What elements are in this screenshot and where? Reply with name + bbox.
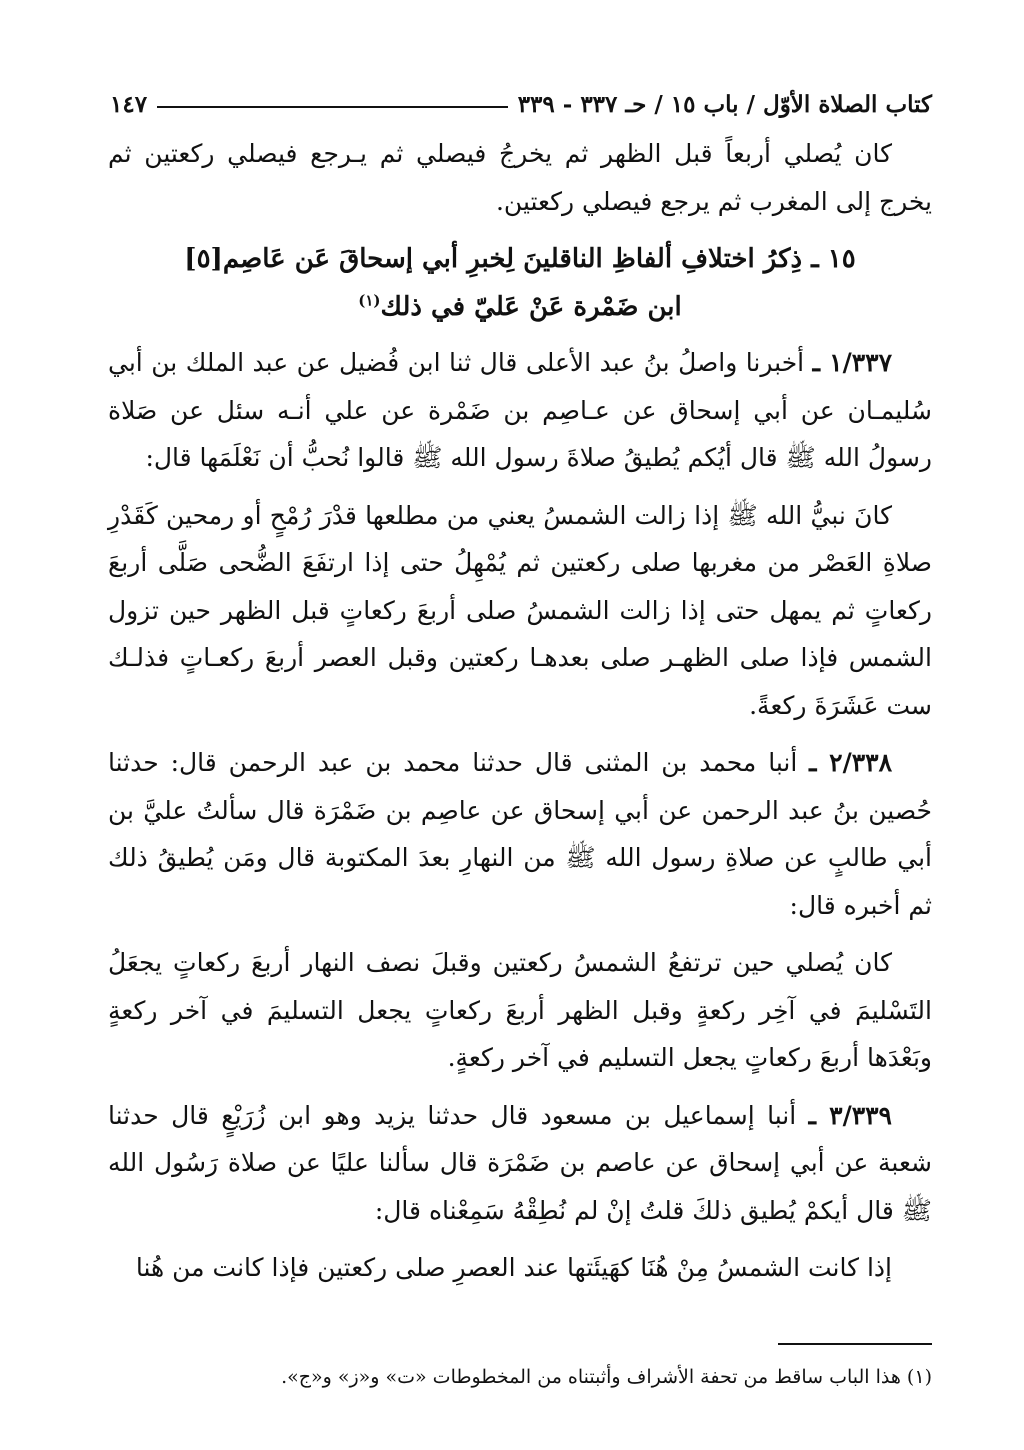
- section-heading-line-2: [108, 283, 932, 331]
- hadith-338-matn: كان يُصلي حين ترتفعُ الشمسُ ركعتين وقبلَ نصف النهار أربعَ ركعاتٍ يجعَلُ التَسْليمَ في آخِر ركعةٍ وقبل الظهر أربعَ ركعاتٍ يجعل التسليمَ في آخر ركعةٍ وبَعْدَها أربعَ ركعاتٍ يجعل التسليم في آخر ركعةٍ.: [108, 948, 932, 1072]
- header-rule: [157, 106, 508, 108]
- hadith-339-isnad: [108, 1092, 932, 1235]
- hadith-338-isnad: [108, 739, 932, 929]
- paragraph-continuation: كان يُصلي أربعاً قبل الظهر ثم يخرجُ فيصلي ثم يـرجع فيصلي ركعتين ثم يخرج إلى المغرب ثم يرجع فيصلي ركعتين.: [108, 139, 932, 216]
- page-body: [108, 130, 932, 1302]
- footnote-divider: [778, 1343, 932, 1345]
- header-title: كتاب الصلاة الأوّل / باب ١٥ / حـ ٣٣٧ - ٣٣٩: [517, 91, 932, 118]
- hadith-337-isnad: [108, 339, 932, 482]
- footnote-marker: (١): [358, 291, 381, 310]
- footnote: (١) هذا الباب ساقط من تحفة الأشراف وأثبتناه من المخطوطات «ت» و«ز» و«ج».: [281, 1366, 932, 1388]
- hadith-339-matn: إذا كانت الشمسُ مِنْ هُنَا كهَيئَتها عند العصرِ صلى ركعتين فإذا كانت من هُنا: [135, 1253, 892, 1282]
- running-header: [110, 78, 932, 118]
- hadith-number: ٢/٣٣٨ ـ: [809, 748, 892, 777]
- hadith-337-matn: كانَ نبيُّ الله ﷺ إذا زالت الشمسُ يعني من مطلعها قدْرَ رُمْحٍ أو رمحين كَقَدْرِ صلاةِ العَصْر من مغربها صلى ركعتين ثم يُمْهِلُ حتى إذا ارتفَعَ الضُّحى صَلَّى أربعَ ركعاتٍ ثم يمهل حتى إذا زالت الشمسُ صلى أربعَ ركعاتٍ قبل الظهر حين تزول الشمس فإذا صلى الظهـر صلى بعدهـا ركعتين وقبل العصر أربعَ ركعـاتٍ فذلـك ست عَشَرَةَ ركعةً.: [108, 500, 932, 720]
- hadith-number: ١/٣٣٧ ـ: [812, 348, 893, 377]
- hadith-text: أخبرنا واصلُ بنُ عبد الأعلى قال ثنا ابن فُضيل عن عبد الملك بن أبي سُليمـان عن أبي إسحاق عن عـاصِم بن ضَمْرة عن علي أنـه سئل عن صَلاة رسولُ الله ﷺ قال أيُكم يُطيقُ صلاةَ رسول الله ﷺ قالوا نُحبُّ أن نَعْلَمَها قال:: [108, 348, 932, 472]
- hadith-text: أنبا إسماعيل بن مسعود قال حدثنا يزيد وهو ابن زُرَيْعٍ قال حدثنا شعبة عن أبي إسحاق عن عاصم بن ضَمْرَة قال سألنا عليًا عن صلاة رَسُول الله ﷺ قال أيكمْ يُطيق ذلكَ قلتُ إنْ لم نُطِقْهُ سَمِعْناه قال:: [108, 1100, 932, 1225]
- section-heading: [108, 235, 932, 331]
- section-heading-line-2-text: ابن ضَمْرة عَنْ عَليّ في ذلك: [380, 292, 682, 322]
- hadith-number: ٣/٣٣٩ ـ: [808, 1100, 892, 1130]
- hadith-text: أنبا محمد بن المثنى قال حدثنا محمد بن عبد الرحمن قال: حدثنا حُصين بنُ عبد الرحمن عن أبي إسحاق عن عاصِم بن ضَمْرَة قال سألتُ عليَّ بن أبي طالبٍ عن صلاةِ رسول الله ﷺ من النهارِ بعدَ المكتوبة قال ومَن يُطيقُ ذلك ثم أخبره قال:: [108, 748, 932, 920]
- page-number: ١٤٧: [110, 91, 148, 118]
- section-heading-line-1: ١٥ ـ ذِكرُ اختلافِ ألفاظِ الناقلينَ لِخبرِ أبي إسحاقَ عَن عَاصِم[٥]: [184, 244, 856, 274]
